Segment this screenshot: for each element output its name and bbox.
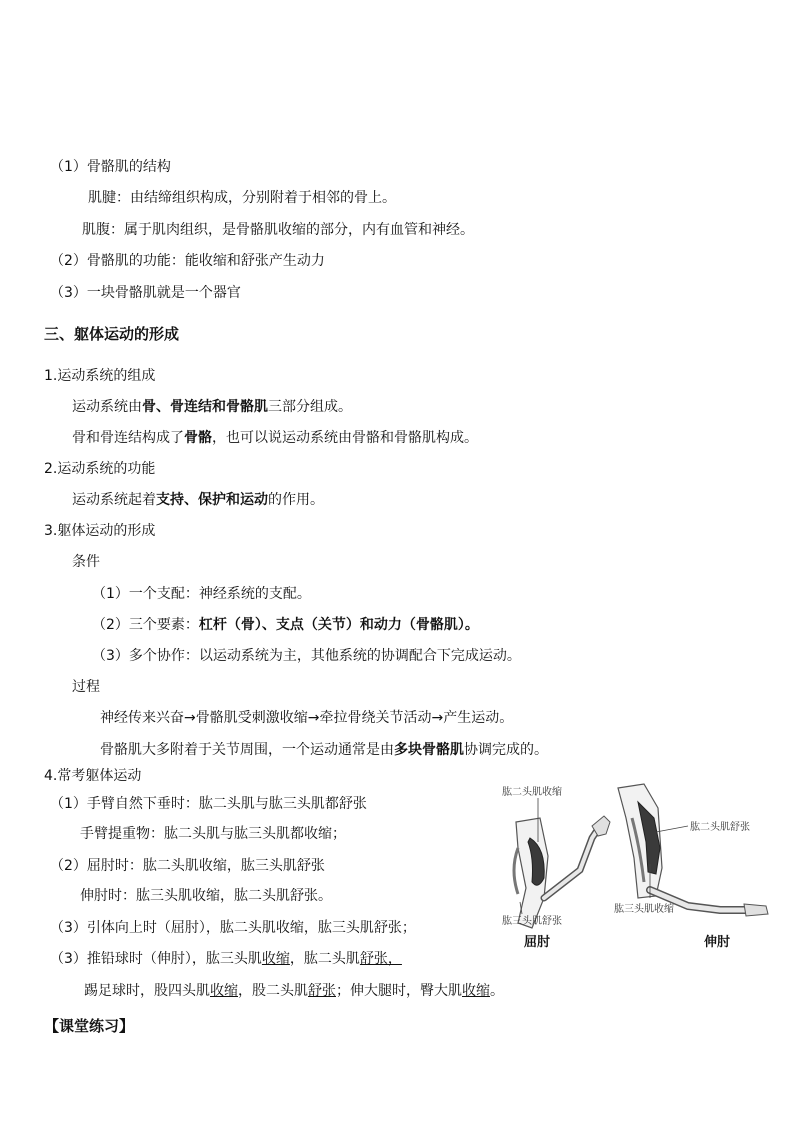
text: 。 [490, 983, 504, 999]
label-biceps-relax: 肱二头肌舒张 [690, 822, 750, 833]
bold-text: 支持、保护和运动 [156, 492, 268, 508]
text: 的作用。 [268, 492, 324, 508]
function-line [72, 490, 324, 510]
condition-1: （1）一个支配：神经系统的支配。 [92, 586, 311, 602]
item-3-organ: （3）一块骨骼肌就是一个器官 [50, 285, 241, 301]
composition-line-2 [72, 428, 478, 448]
text: 三部分组成。 [268, 399, 352, 415]
bold-text: 杠杆（骨）、支点（关节）和动力（骨骼肌）。 [198, 617, 479, 633]
condition-3: （3）多个协作：以运动系统为主，其他系统的协调配合下完成运动。 [92, 648, 521, 664]
movement-5 [84, 981, 504, 1001]
label-triceps-contract: 肱三头肌收缩 [614, 904, 674, 915]
bold-text: 骨骼 [184, 430, 212, 446]
movement-2: （2）屈肘时：肱二头肌收缩，肱三头肌舒张 [50, 858, 325, 874]
extended-arm-drawing [618, 784, 768, 916]
underlined-text: 收缩 [462, 983, 490, 999]
movement-2b: 伸肘时：肱三头肌收缩，肱二头肌舒张。 [80, 888, 332, 904]
conditions-label: 条件 [72, 554, 100, 570]
sub-3-title: 3.躯体运动的形成 [44, 523, 156, 539]
section-3-heading: 三、躯体运动的形成 [44, 325, 180, 343]
label-biceps-contract: 肱二头肌收缩 [502, 787, 562, 798]
caption-extension: 伸肘 [704, 935, 731, 950]
text: 骨和骨连结构成了 [72, 430, 184, 446]
belly-line: 肌腹：属于肌肉组织，是骨骼肌收缩的部分，内有血管和神经。 [82, 222, 474, 238]
movement-1: （1）手臂自然下垂时：肱二头肌与肱三头肌都舒张 [50, 796, 367, 812]
text: ，肱二头肌 [289, 951, 360, 967]
label-triceps-relax: 肱三头肌舒张 [502, 916, 562, 927]
text: 运动系统起着 [72, 492, 156, 508]
text: 协调完成的。 [464, 742, 548, 758]
sub-1-title: 1.运动系统的组成 [44, 368, 156, 384]
movement-1b: 手臂提重物：肱二头肌与肱三头肌都收缩； [80, 826, 346, 842]
text: （2）三个要素： [92, 617, 199, 633]
condition-2 [92, 615, 479, 635]
item-2-function: （2）骨骼肌的功能：能收缩和舒张产生动力 [50, 253, 325, 269]
underlined-text: 舒张， [359, 951, 402, 967]
text: 骨骼肌大多附着于关节周围，一个运动通常是由 [100, 742, 394, 758]
tendon-line: 肌腱：由结缔组织构成，分别附着于相邻的骨上。 [88, 190, 396, 206]
sub-4-title: 4.常考躯体运动 [44, 768, 142, 784]
flexed-arm-drawing [514, 816, 610, 928]
text: （3）推铅球时（伸肘），肱三头肌 [50, 951, 262, 967]
text: ，股二头肌 [238, 983, 308, 999]
underlined-text: 收缩 [210, 983, 238, 999]
movement-4 [50, 949, 402, 969]
text: ；伸大腿时，臀大肌 [336, 983, 462, 999]
underlined-text: 收缩 [261, 951, 290, 967]
underlined-text: 舒张 [308, 983, 336, 999]
process-label: 过程 [72, 679, 100, 695]
item-1-structure: （1）骨骼肌的结构 [50, 159, 171, 175]
process-line-2 [100, 740, 548, 760]
bold-text: 骨、骨连结和骨骼肌 [142, 399, 268, 415]
text: ，也可以说运动系统由骨骼和骨骼肌构成。 [212, 430, 478, 446]
composition-line-1 [72, 397, 352, 417]
arm-muscle-figure [488, 778, 778, 958]
movement-3: （3）引体向上时（屈肘），肱二头肌收缩，肱三头肌舒张； [50, 920, 416, 936]
text: 运动系统由 [72, 399, 142, 415]
process-line-1: 神经传来兴奋→骨骼肌受刺激收缩→牵拉骨绕关节活动→产生运动。 [100, 710, 514, 726]
sub-2-title: 2.运动系统的功能 [44, 461, 156, 477]
text: 踢足球时，股四头肌 [84, 983, 210, 999]
caption-flexion: 屈肘 [524, 935, 551, 950]
bold-text: 多块骨骼肌 [394, 742, 464, 758]
practice-heading: 【课堂练习】 [44, 1017, 135, 1035]
